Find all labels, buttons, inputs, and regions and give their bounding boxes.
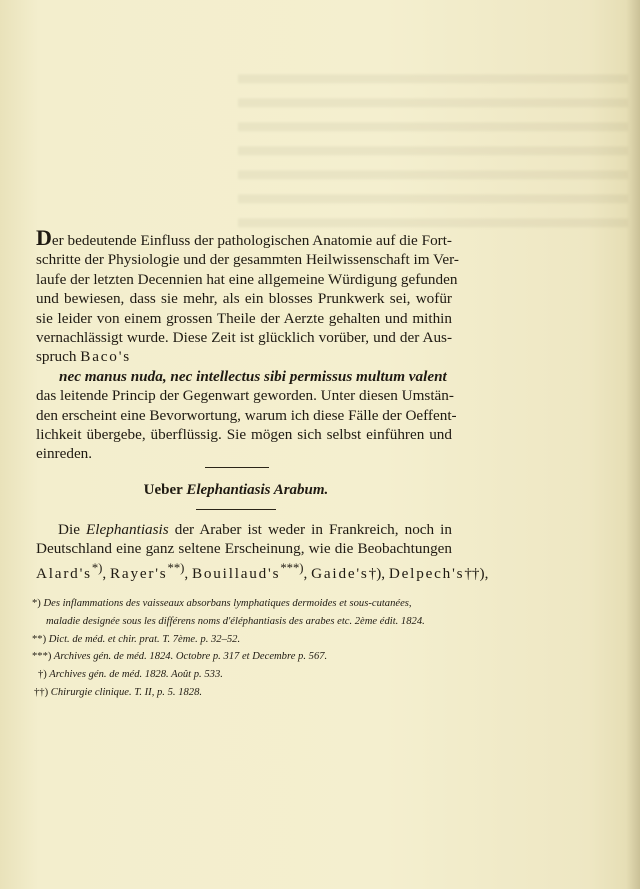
footnote: ††) Chirurgie clinique. T. II, p. 5. 1828. [34, 686, 203, 698]
divider-top [205, 467, 269, 468]
paragraph-line: das leitende Princip der Gegenwart geworden. Unter diesen Umstän- [36, 387, 454, 405]
footnotes [32, 595, 452, 702]
footnote: ***) Archives gén. de méd. 1824. Octobre p. 317 et Decembre p. 567. [32, 651, 328, 663]
footnote-continuation: maladie designée sous les différens noms d'éléphantiasis des arabes etc. 2ème édit. 1824. [46, 615, 425, 627]
divider-bottom [196, 509, 276, 510]
intro-paragraph [36, 225, 459, 464]
section-heading: Ueber Elephantiasis Arabum. [143, 482, 329, 498]
bleed-through-text [238, 60, 628, 230]
authors-line: Alard's*), Rayer's**), Bouillaud's***), Gaide's†), Delpech's††), [36, 560, 489, 582]
term-elephantiasis: Elephantiasis [85, 521, 169, 538]
paragraph-line: vernachlässigt wurde. Diese Zeit ist glücklich vorüber, und der Aus- [36, 329, 452, 347]
paragraph-line: Deutschland eine ganz seltene Erscheinung, wie die Beobachtungen [36, 540, 452, 558]
latin-quote: nec manus nuda, nec intellectus sibi permissus multum valent [59, 367, 447, 385]
paragraph-line: den erscheint eine Bevorwortung, warum ich diese Fälle der Oeffent- [36, 406, 457, 424]
author-baco: Baco's [80, 348, 131, 366]
paragraph-line: Die Elephantiasis der Araber ist weder in Frankreich, noch in [58, 521, 452, 538]
paragraph-line: spruch Baco's [36, 348, 131, 366]
paragraph-line: sie leider von einem grossen Theile der Aerzte gehalten und mithin [36, 309, 452, 327]
paragraph-line: und bewiesen, dass sie mehr, als ein blosses Prunkwerk sei, wofür [36, 290, 452, 308]
paragraph-line: laufe der letzten Decennien hat eine allgemeine Würdigung gefunden [36, 270, 458, 288]
footnote: †) Archives gén. de méd. 1828. Août p. 533. [38, 669, 223, 681]
paragraph-line: einreden. [36, 445, 93, 463]
footnote: *) Des inflammations des vaisseaux absorbans lymphatiques dermoides et sous-cutanées, [32, 598, 412, 609]
paragraph-line: lichkeit übergebe, überflüssig. Sie mögen sich selbst einführen und [36, 426, 452, 444]
paragraph-line: schritte der Physiologie und der gesammten Heilwissenschaft im Ver- [36, 251, 459, 269]
drop-cap: D [36, 225, 52, 250]
paragraph-line: Der bedeutende Einfluss der pathologischen Anatomie auf die Fort- [36, 225, 452, 250]
page-edge-shadow [626, 0, 640, 889]
body-paragraph [36, 520, 489, 583]
footnote: **) Dict. de méd. et chir. prat. T. 7ème. p. 32–52. [32, 633, 241, 645]
